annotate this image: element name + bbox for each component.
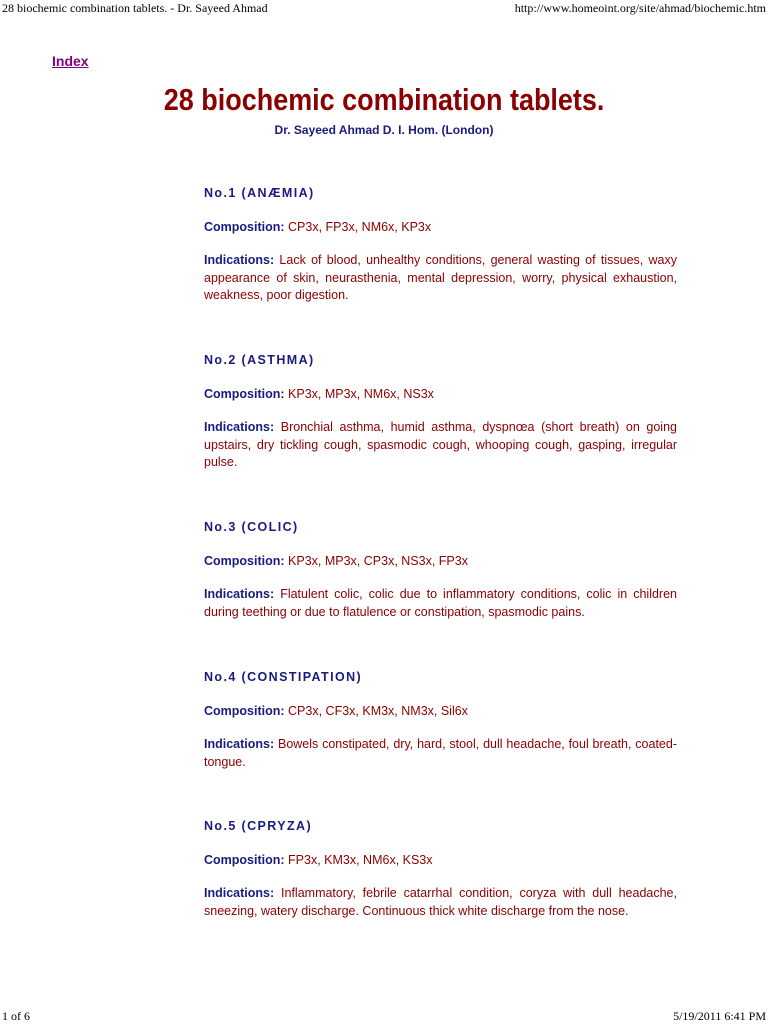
composition-value: CP3x, CF3x, KM3x, NM3x, Sil6x [288,704,468,718]
page-title: 28 biochemic combination tablets. [163,82,605,117]
indications-label: Indications: [204,253,275,267]
indications-value: Flatulent colic, colic due to inflammatory conditions, colic in children during teething or due to flatulence or constipation, spasmodic pains. [204,587,677,619]
composition-label: Composition: [204,220,285,234]
indications-label: Indications: [204,420,275,434]
composition-label: Composition: [204,704,285,718]
page-number: 1 of 6 [2,1009,30,1023]
indications-value: Bronchial asthma, humid asthma, dyspnœa (short breath) on going upstairs, dry tickling cough, spasmodic cough, whooping cough, gasping, irregular pulse. [204,420,677,469]
composition-value: FP3x, KM3x, NM6x, KS3x [288,853,433,867]
remedy-indications [204,885,677,920]
composition-label: Composition: [204,853,285,867]
remedy-heading: No.3 (COLIC) [204,520,299,534]
print-header-title: 28 biochemic combination tablets. - Dr. Sayeed Ahmad [2,1,268,15]
remedy-composition [204,219,677,237]
indications-label: Indications: [204,587,275,601]
remedy-composition [204,703,677,721]
remedy-indications [204,419,677,472]
remedy-heading: No.1 (ANÆMIA) [204,186,315,200]
composition-value: CP3x, FP3x, NM6x, KP3x [288,220,432,234]
indications-value: Inflammatory, febrile catarrhal condition, coryza with dull headache, sneezing, watery discharge. Continuous thick white discharge from the nose. [204,886,677,918]
remedy-composition [204,553,677,571]
remedy-indications [204,586,677,621]
composition-label: Composition: [204,387,285,401]
remedy-composition [204,386,677,404]
remedy-indications [204,252,677,305]
composition-value: KP3x, MP3x, NM6x, NS3x [288,387,434,401]
author-line: Dr. Sayeed Ahmad D. I. Hom. (London) [274,123,494,137]
indications-value: Lack of blood, unhealthy conditions, general wasting of tissues, waxy appearance of skin, neurasthenia, mental depression, worry, physical exhaustion, weakness, poor digestion. [204,253,677,302]
composition-value: KP3x, MP3x, CP3x, NS3x, FP3x [288,554,468,568]
indications-value: Bowels constipated, dry, hard, stool, dull headache, foul breath, coated-tongue. [204,737,677,769]
remedy-heading: No.4 (CONSTIPATION) [204,670,363,684]
print-datetime: 5/19/2011 6:41 PM [673,1009,766,1023]
remedy-indications [204,736,677,771]
remedy-heading: No.5 (CPRYZA) [204,819,313,833]
remedy-heading: No.2 (ASTHMA) [204,353,315,367]
remedy-composition [204,852,677,870]
indications-label: Indications: [204,886,275,900]
composition-label: Composition: [204,554,285,568]
indications-label: Indications: [204,737,275,751]
index-link[interactable]: Index [52,53,89,69]
print-header-url: http://www.homeoint.org/site/ahmad/biochemic.htm [514,1,766,15]
